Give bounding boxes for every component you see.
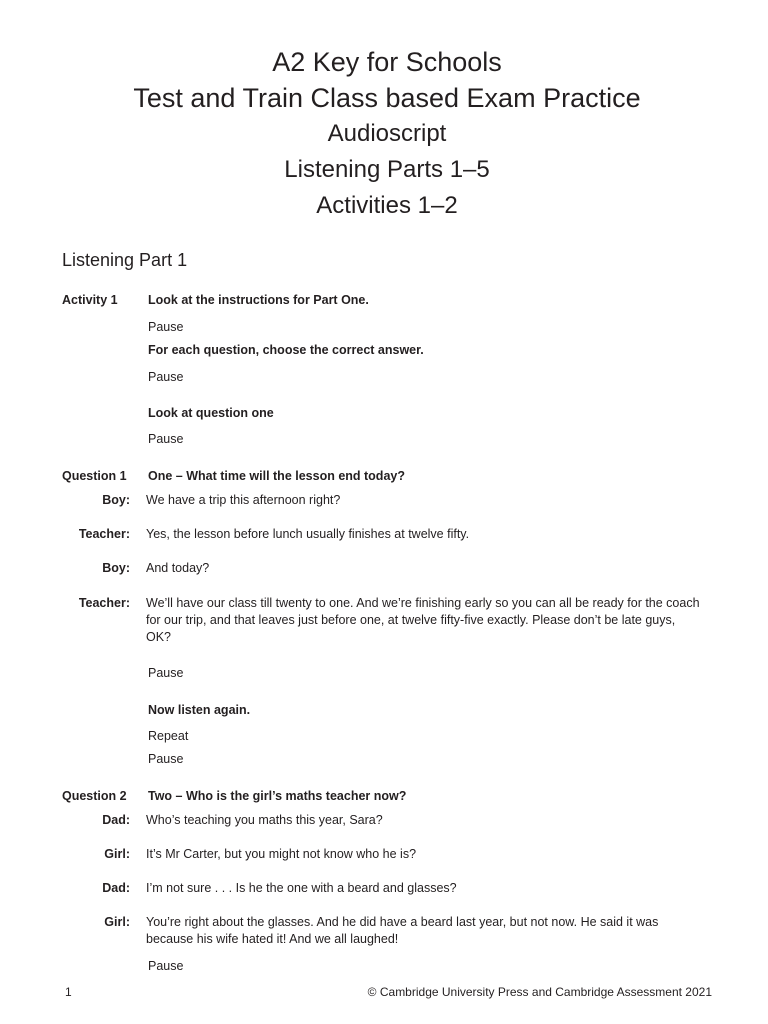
speaker-label: Teacher: xyxy=(78,596,130,610)
speaker-label: Girl: xyxy=(104,847,130,861)
dialogue-line: And today? xyxy=(146,561,210,575)
pause-text: Pause xyxy=(148,666,184,680)
document-title: A2 Key for Schools xyxy=(272,47,502,77)
dialogue-line: You’re right about the glasses. And he did have a beard last year, but not now. He said it was because his wife hated it! And we all laughed! xyxy=(146,915,659,946)
dialogue-line: Yes, the lesson before lunch usually finishes at twelve fifty. xyxy=(146,527,470,541)
pause-text: Pause xyxy=(148,320,184,334)
repeat-text: Repeat xyxy=(148,729,189,743)
dialogue-line: It’s Mr Carter, but you might not know who he is? xyxy=(146,847,417,861)
instruction-text: For each question, choose the correct answer. xyxy=(148,343,424,357)
instruction-text: Look at question one xyxy=(148,406,274,420)
speaker-label: Teacher: xyxy=(78,527,130,541)
speaker-label: Girl: xyxy=(104,915,130,929)
document-type: Audioscript xyxy=(327,120,447,147)
section-title: Listening Part 1 xyxy=(62,250,188,270)
listening-parts: Listening Parts 1–5 xyxy=(284,156,490,183)
activity-label: Activity 1 xyxy=(62,293,118,307)
pause-text: Pause xyxy=(148,370,184,384)
dialogue-line: Who’s teaching you maths this year, Sara? xyxy=(146,813,383,827)
dialogue-line: We have a trip this afternoon right? xyxy=(146,493,341,507)
dialogue-line: We’ll have our class till twenty to one. And we’re finishing early so you can all be ready for the coach for our trip, and that leaves just before one, at twelve fifty-five exactly. Please don’t be late guys, OK? xyxy=(146,596,700,644)
pause-text: Pause xyxy=(148,752,184,766)
dialogue-line: I’m not sure . . . Is he the one with a beard and glasses? xyxy=(146,881,457,895)
question-title: One – What time will the lesson end today? xyxy=(148,469,405,483)
pause-text: Pause xyxy=(148,959,184,973)
copyright-notice: © Cambridge University Press and Cambridge Assessment 2021 xyxy=(367,985,712,999)
speaker-label: Boy: xyxy=(102,561,130,575)
document-subtitle: Test and Train Class based Exam Practice xyxy=(133,83,641,113)
question-label: Question 2 xyxy=(62,789,127,803)
instruction-text: Look at the instructions for Part One. xyxy=(148,293,369,307)
question-label: Question 1 xyxy=(62,469,127,483)
document-header xyxy=(0,44,768,224)
speaker-label: Dad: xyxy=(102,881,130,895)
question-title: Two – Who is the girl’s maths teacher now? xyxy=(148,789,407,803)
page-number: 1 xyxy=(65,985,72,999)
speaker-label: Boy: xyxy=(102,493,130,507)
instruction-text: Now listen again. xyxy=(148,703,251,717)
speaker-label: Dad: xyxy=(102,813,130,827)
pause-text: Pause xyxy=(148,432,184,446)
activities-range: Activities 1–2 xyxy=(316,192,458,219)
